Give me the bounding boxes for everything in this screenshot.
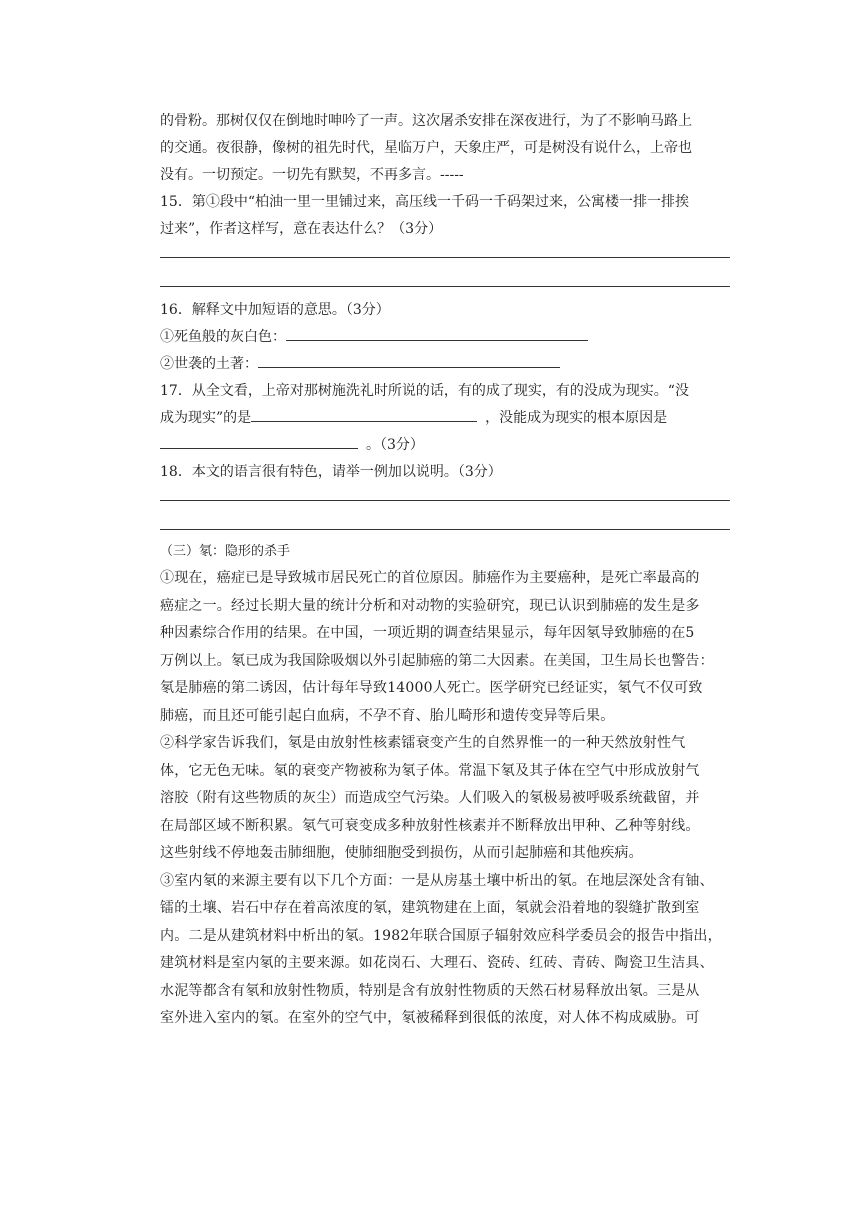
paragraph-line: 建筑材料是室内氡的主要来源。如花岗石、大理石、瓷砖、红砖、青砖、陶瓷卫生洁具、 [160,955,714,971]
question-18-stem: 18．本文的语言很有特色，请举一例加以说明。（3分） [160,464,502,480]
paragraph-line: 体，它无色无味。氡的衰变产物被称为氡子体。常温下氡及其子体在空气中形成放射气 [160,762,700,779]
answer-blank[interactable] [286,326,588,341]
story-line: 没有。一切预定。一切先有默契，不再多言。----- [160,167,464,183]
question-17-line3 [160,432,730,459]
q17-text: 成为现实”的是 [160,410,252,426]
story-excerpt [160,108,730,189]
paragraph-3 [160,868,730,1033]
question-15 [160,189,730,297]
paragraph-line: 氡是肺癌的第二诱因，估计每年导致14000人死亡。医学研究已经证实，氡气不仅可致 [160,680,703,696]
paragraph-line: 溶胶（附有这些物质的灰尘）而造成空气污染。人们吸入的氡极易被呼吸系统截留，并 [160,790,700,806]
paragraph-line: 在局部区域不断积累。氡气可衰变成多种放射性核素并不断释放出甲种、乙种等射线。 [160,817,700,834]
question-17-line2 [160,405,730,432]
paragraph-line: 内。二是从建筑材料中析出的氡。1982年联合国原子辐射效应科学委员会的报告中指出， [160,927,722,944]
answer-blank[interactable] [258,353,560,368]
question-17-line1: 17．从全文看，上帝对那树施洗礼时所说的话，有的成了现实，有的没成为现实。“没 [160,383,689,399]
question-16-stem: 16．解释文中加短语的意思。（3分） [160,302,390,318]
paragraph-line: 种因素综合作用的结果。在中国，一项近期的调查结果显示，每年因氡导致肺癌的在5 [160,625,695,641]
item1-label: ①死鱼般的灰白色： [160,329,286,345]
paragraph-line: 万例以上。氡已成为我国除吸烟以外引起肺癌的第二大因素。在美国，卫生局长也警告： [160,652,714,669]
paragraph-line: 水泥等都含有氡和放射性物质，特别是含有放射性物质的天然石材易释放出氡。三是从 [160,982,700,999]
paragraph-line: ①现在，癌症已是导致城市居民死亡的首位原因。肺癌作为主要癌种，是死亡率最高的 [160,570,700,586]
answer-blank[interactable] [160,434,358,449]
paragraph-1 [160,565,730,730]
question-18 [160,459,730,538]
question-16-item2 [160,351,730,378]
paragraph-line: 这些射线不停地轰击肺细胞，使肺细胞受到损伤，从而引起肺癌和其他疾病。 [160,845,643,861]
section-3 [160,538,730,1033]
paragraph-line: 室外进入室内的氡。在室外的空气中，氡被稀释到很低的浓度，对人体不构成威胁。可 [160,1010,700,1026]
paragraph-line: 癌症之一。经过长期大量的统计分析和对动物的实验研究，现已认识到肺癌的发生是多 [160,597,700,614]
q17-text: 。（3分） [366,437,424,453]
question-15-line1: 15．第①段中“柏油一里一里铺过来，高压线一千码一千码架过来，公寓楼一排一排挨 [160,194,689,210]
section-title: （三）氡：隐形的杀手 [160,544,291,559]
question-15-line2: 过来”，作者这样写，意在表达什么？（3分） [160,221,443,237]
question-16 [160,297,730,378]
paragraph-line: 肺癌，而且还可能引起白血病，不孕不育、胎儿畸形和遗传变异等后果。 [160,707,615,724]
document-page [160,108,730,1033]
story-line: 的交通。夜很静，像树的祖先时代，星临万户，天象庄严，可是树没有说什么，上帝也 [160,140,692,156]
question-17 [160,378,730,459]
q17-text: ，没能成为现实的根本原因是 [485,410,668,426]
paragraph-line: 镭的土壤、岩石中存在着高浓度的氡，建筑物建在上面，氡就会沿着地的裂缝扩散到室 [160,900,700,916]
story-line: 的骨粉。那树仅仅在倒地时呻吟了一声。这次屠杀安排在深夜进行，为了不影响马路上 [160,113,692,129]
question-16-item1 [160,324,730,351]
answer-blank[interactable] [251,407,477,422]
paragraph-line: ③室内氡的来源主要有以下几个方面：一是从房基土壤中析出的氡。在地层深处含有铀、 [160,872,714,889]
paragraph-2 [160,730,730,868]
paragraph-line: ②科学家告诉我们，氡是由放射性核素镭衰变产生的自然界惟一的一种天然放射性气 [160,735,686,751]
item2-label: ②世袭的土著： [160,356,258,372]
